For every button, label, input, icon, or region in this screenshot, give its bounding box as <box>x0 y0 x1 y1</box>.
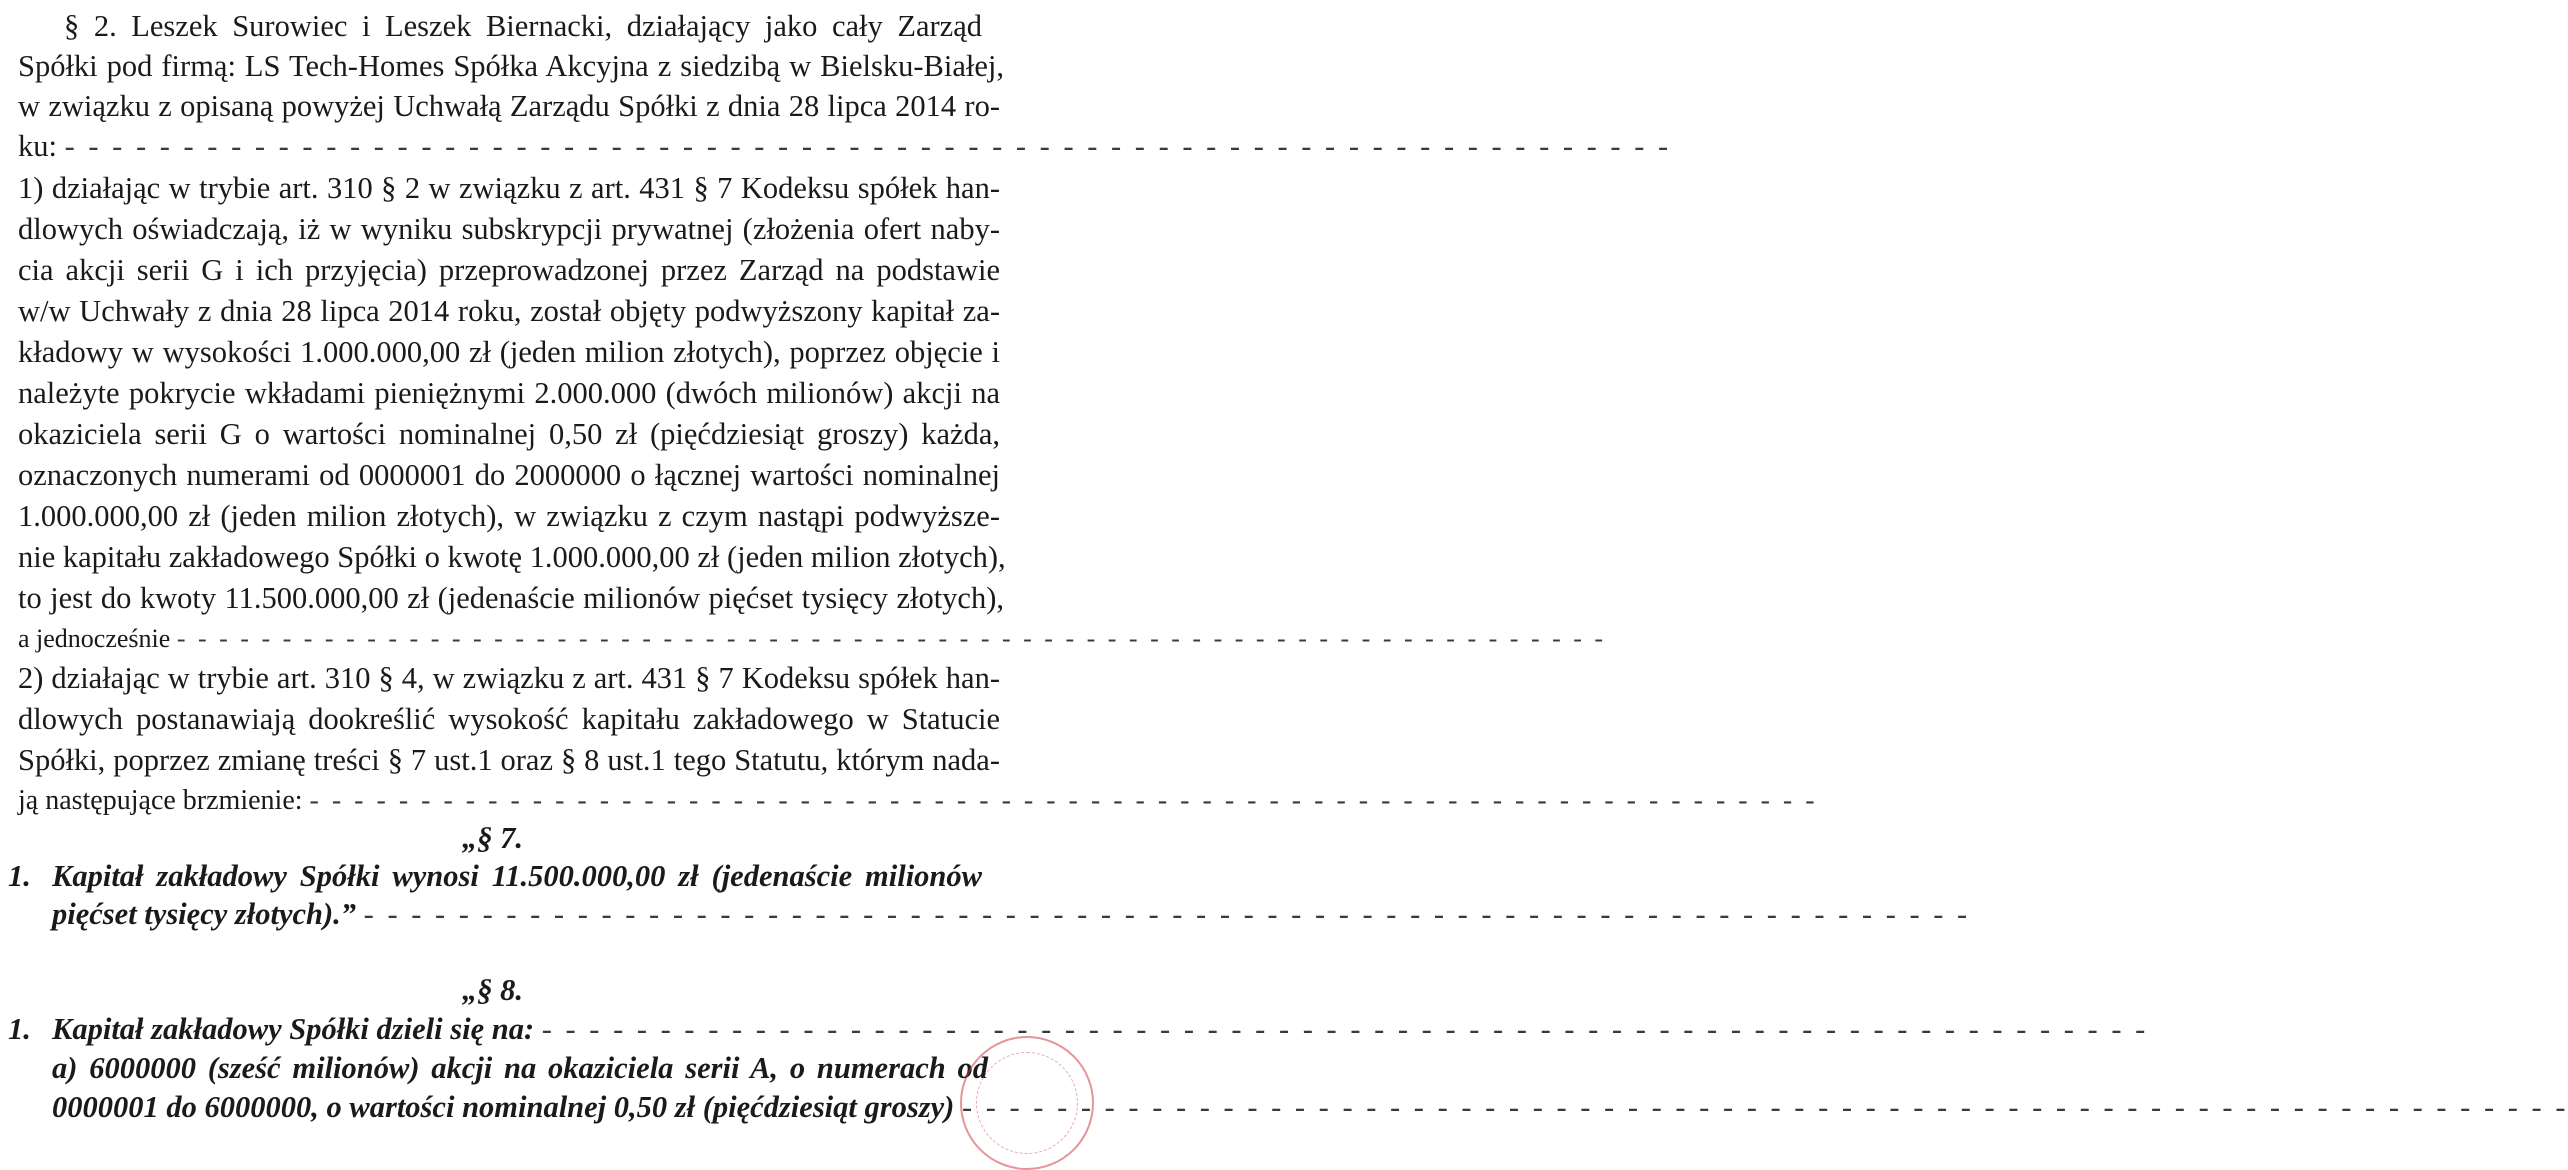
paragraph-2-line-2: Spółki pod firmą: LS Tech-Homes Spółka Akcyjna z siedzibą w Bielsku-Białej, <box>18 49 1004 83</box>
point-1-line-7: okaziciela serii G o wartości nominalnej 0,50 zł (pięćdziesiąt groszy) każda, <box>18 417 1000 451</box>
point-1-line-12: a jednocześnie - - - - - - - - - - - - - - - - - - - - - - - - - - - - - - - - - - - - - - - - - - - - - - - - - - - - - - - - - - - - - - - - - - - - <box>18 624 1607 653</box>
section-8-item-number: 1. <box>8 1012 31 1046</box>
point-2-line-4: ją następujące brzmienie: - - - - - - - - - - - - - - - - - - - - - - - - - - - - - - - - - - - - - - - - - - - - - - - - - - - - - - - - - - - - - - - - - - - - <box>18 785 1818 816</box>
point-2-line-2: dlowych postanawiają dookreślić wysokość kapitału zakładowego w Statucie <box>18 702 1000 736</box>
point-1-line-9: 1.000.000,00 zł (jeden milion złotych), w związku z czym nastąpi podwyższe- <box>18 499 1000 533</box>
section-7-item-line-1: Kapitał zakładowy Spółki wynosi 11.500.000,00 zł (jedenaście milionów <box>52 859 982 893</box>
section-8-item-line-1: Kapitał zakładowy Spółki dzieli się na: - - - - - - - - - - - - - - - - - - - - - - - - - - - - - - - - - - - - - - - - - - - - - - - - - - - - - - - - - - - - - - - - - - - - <box>52 1012 2149 1046</box>
paragraph-2-line-3: w związku z opisaną powyżej Uchwałą Zarządu Spółki z dnia 28 lipca 2014 ro- <box>18 89 1000 123</box>
point-1-line-6: należyte pokrycie wkładami pieniężnymi 2.000.000 (dwóch milionów) akcji na <box>18 376 1000 410</box>
point-2-line-1: 2) działając w trybie art. 310 § 4, w związku z art. 431 § 7 Kodeksu spółek han- <box>18 661 1000 695</box>
paragraph-2-line-1 <box>64 8 982 44</box>
notary-stamp <box>960 1036 1094 1170</box>
section-8-item-line-3: 0000001 do 6000000, o wartości nominalnej 0,50 zł (pięćdziesiąt groszy) - - - - - - - - - - - - - - - - - - - - - - - - - - - - - - - - - - - - - - - - - - - - - - - - - - - - - - - - - - - - - - - - - - - - <box>52 1090 2568 1124</box>
point-1-line-3: cia akcji serii G i ich przyjęcia) przeprowadzonej przez Zarząd na podstawie <box>18 253 1000 287</box>
point-1-line-11: to jest do kwoty 11.500.000,00 zł (jedenaście milionów pięćset tysięcy złotych), <box>18 581 1004 615</box>
section-7-heading: „§ 7. <box>462 821 523 855</box>
point-1-line-4: w/w Uchwały z dnia 28 lipca 2014 roku, został objęty podwyższony kapitał za- <box>18 294 1000 328</box>
paragraph-2-line-4: ku: - - - - - - - - - - - - - - - - - - - - - - - - - - - - - - - - - - - - - - - - - - - - - - - - - - - - - - - - - - - - - - - - - - - - <box>18 129 1672 163</box>
point-1-line-10: nie kapitału zakładowego Spółki o kwotę 1.000.000,00 zł (jeden milion złotych), <box>18 540 1006 574</box>
point-1-line-2: dlowych oświadczają, iż w wyniku subskrypcji prywatnej (złożenia ofert naby- <box>18 212 1000 246</box>
paragraph-2-text: § 2. Leszek Surowiec i Leszek Biernacki, działający jako cały Zarząd <box>64 9 982 43</box>
section-7-item-number: 1. <box>8 859 31 893</box>
point-1-line-8: oznaczonych numerami od 0000001 do 2000000 o łącznej wartości nominalnej <box>18 458 1000 492</box>
point-2-line-3: Spółki, poprzez zmianę treści § 7 ust.1 oraz § 8 ust.1 tego Statutu, którym nada- <box>18 743 1000 777</box>
point-1-line-1: 1) działając w trybie art. 310 § 2 w związku z art. 431 § 7 Kodeksu spółek han- <box>18 171 1000 205</box>
section-7-item-line-2: pięćset tysięcy złotych).” - - - - - - - - - - - - - - - - - - - - - - - - - - - - - - - - - - - - - - - - - - - - - - - - - - - - - - - - - - - - - - - - - - - - <box>52 897 1971 931</box>
section-8-item-line-2: a) 6000000 (sześć milionów) akcji na okaziciela serii A, o numerach od <box>52 1051 988 1085</box>
notary-stamp-inner-ring <box>976 1052 1078 1154</box>
point-1-line-5: kładowy w wysokości 1.000.000,00 zł (jeden milion złotych), poprzez objęcie i <box>18 335 1000 369</box>
filler-dashes: - - - - - - - - - - - - - - - - - - - - - - - - - - - - - - - - - - - - - - - - - - - - - - - - - - - - - - - - - - - - - - - - - - - - <box>64 129 1672 163</box>
section-8-heading: „§ 8. <box>462 973 523 1007</box>
